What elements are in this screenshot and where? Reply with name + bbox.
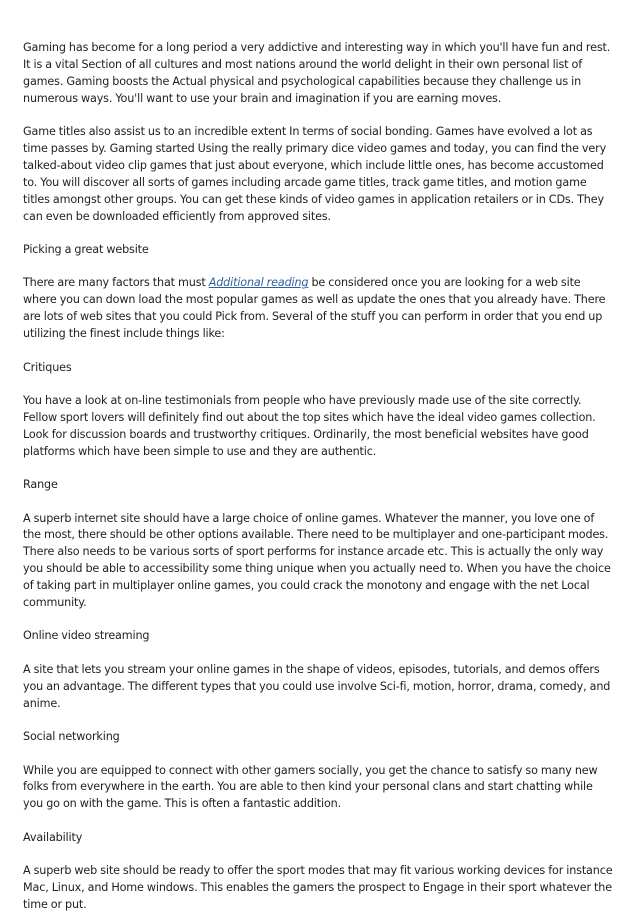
paragraph-intro: Gaming has become for a long period a very addictive and interesting way in which you'll have fun and rest. It is a vital Section of all cultures and most nations around the world delight in their own personal list of games. Gaming boosts the Actual physical and psychological capabilities because they challenge us in numerous ways. You'll want to use your brain and imagination if you are earning moves. <box>23 41 611 105</box>
heading-social-networking: Social networking <box>23 730 120 744</box>
heading-range: Range <box>23 478 58 492</box>
heading-availability: Availability <box>23 830 83 844</box>
heading-picking-website: Picking a great website <box>23 243 149 257</box>
paragraph-availability: A superb web site should be ready to offer the sport modes that may fit various working devices for instance Mac, Linux, and Home windows. This enables the gamers the prospect to Engage in their sport whatever the time or put. <box>23 864 613 911</box>
paragraph-factors <box>23 275 615 343</box>
heading-critiques: Critiques <box>23 360 72 374</box>
paragraph-critiques: You have a look at on-line testimonials from people who have previously made use of the site correctly. Fellow sport lovers will definitely find out about the top sites which have the ideal video games collection. Look for discussion boards and trustworthy critiques. Ordinarily, the most beneficial websites have good platforms which have been simple to use and they are authentic. <box>23 394 596 458</box>
paragraph-factors-start: There are many factors that must <box>23 276 209 290</box>
paragraph-factors-end: be considered once you are looking for a web site where you can down load the most popular games as well as update the ones that you already have. There are lots of web sites that you could Pick from. Several of the stuff you can perform in order that you end up utilizing the finest include things like: <box>23 276 606 341</box>
paragraph-range: A superb internet site should have a large choice of online games. Whatever the manner, you love one of the most, there should be other options available. There need to be multiplayer and one-participant modes. There also needs to be various sorts of sport performs for instance arcade etc. This is actually the only way you should be able to accessibility some thing unique when you actually need to. When you have the choice of taking part in multiplayer online games, you could crack the monotony and engage with the net Local community. <box>23 511 611 610</box>
heading-video-streaming: Online video streaming <box>23 629 150 643</box>
paragraph-video-streaming: A site that lets you stream your online games in the shape of videos, episodes, tutorials, and demos offers you an advantage. The different types that you could use involve Sci-fi, motion, horror, drama, comedy, and anime. <box>23 662 611 710</box>
paragraph-social-networking: While you are equipped to connect with other gamers socially, you get the chance to satisfy so many new folks from everywhere in the earth. You are able to then kind your personal clans and start chatting while you go on with the game. This is often a fantastic addition. <box>23 763 598 811</box>
additional-reading-link[interactable]: Additional reading <box>208 276 309 290</box>
paragraph-social-bonding: Game titles also assist us to an incredible extent In terms of social bonding. Games have evolved a lot as time passes by. Gaming started Using the really primary dice video games and today, you can find the very talked-about video clip games that just about everyone, which include little ones, has become accustomed to. You will discover all sorts of games including arcade game titles, track game titles, and motion game titles amongst other groups. You can get these kinds of video games in application retailers or in CDs. They can even be downloaded efficiently from approved sites. <box>23 125 607 223</box>
